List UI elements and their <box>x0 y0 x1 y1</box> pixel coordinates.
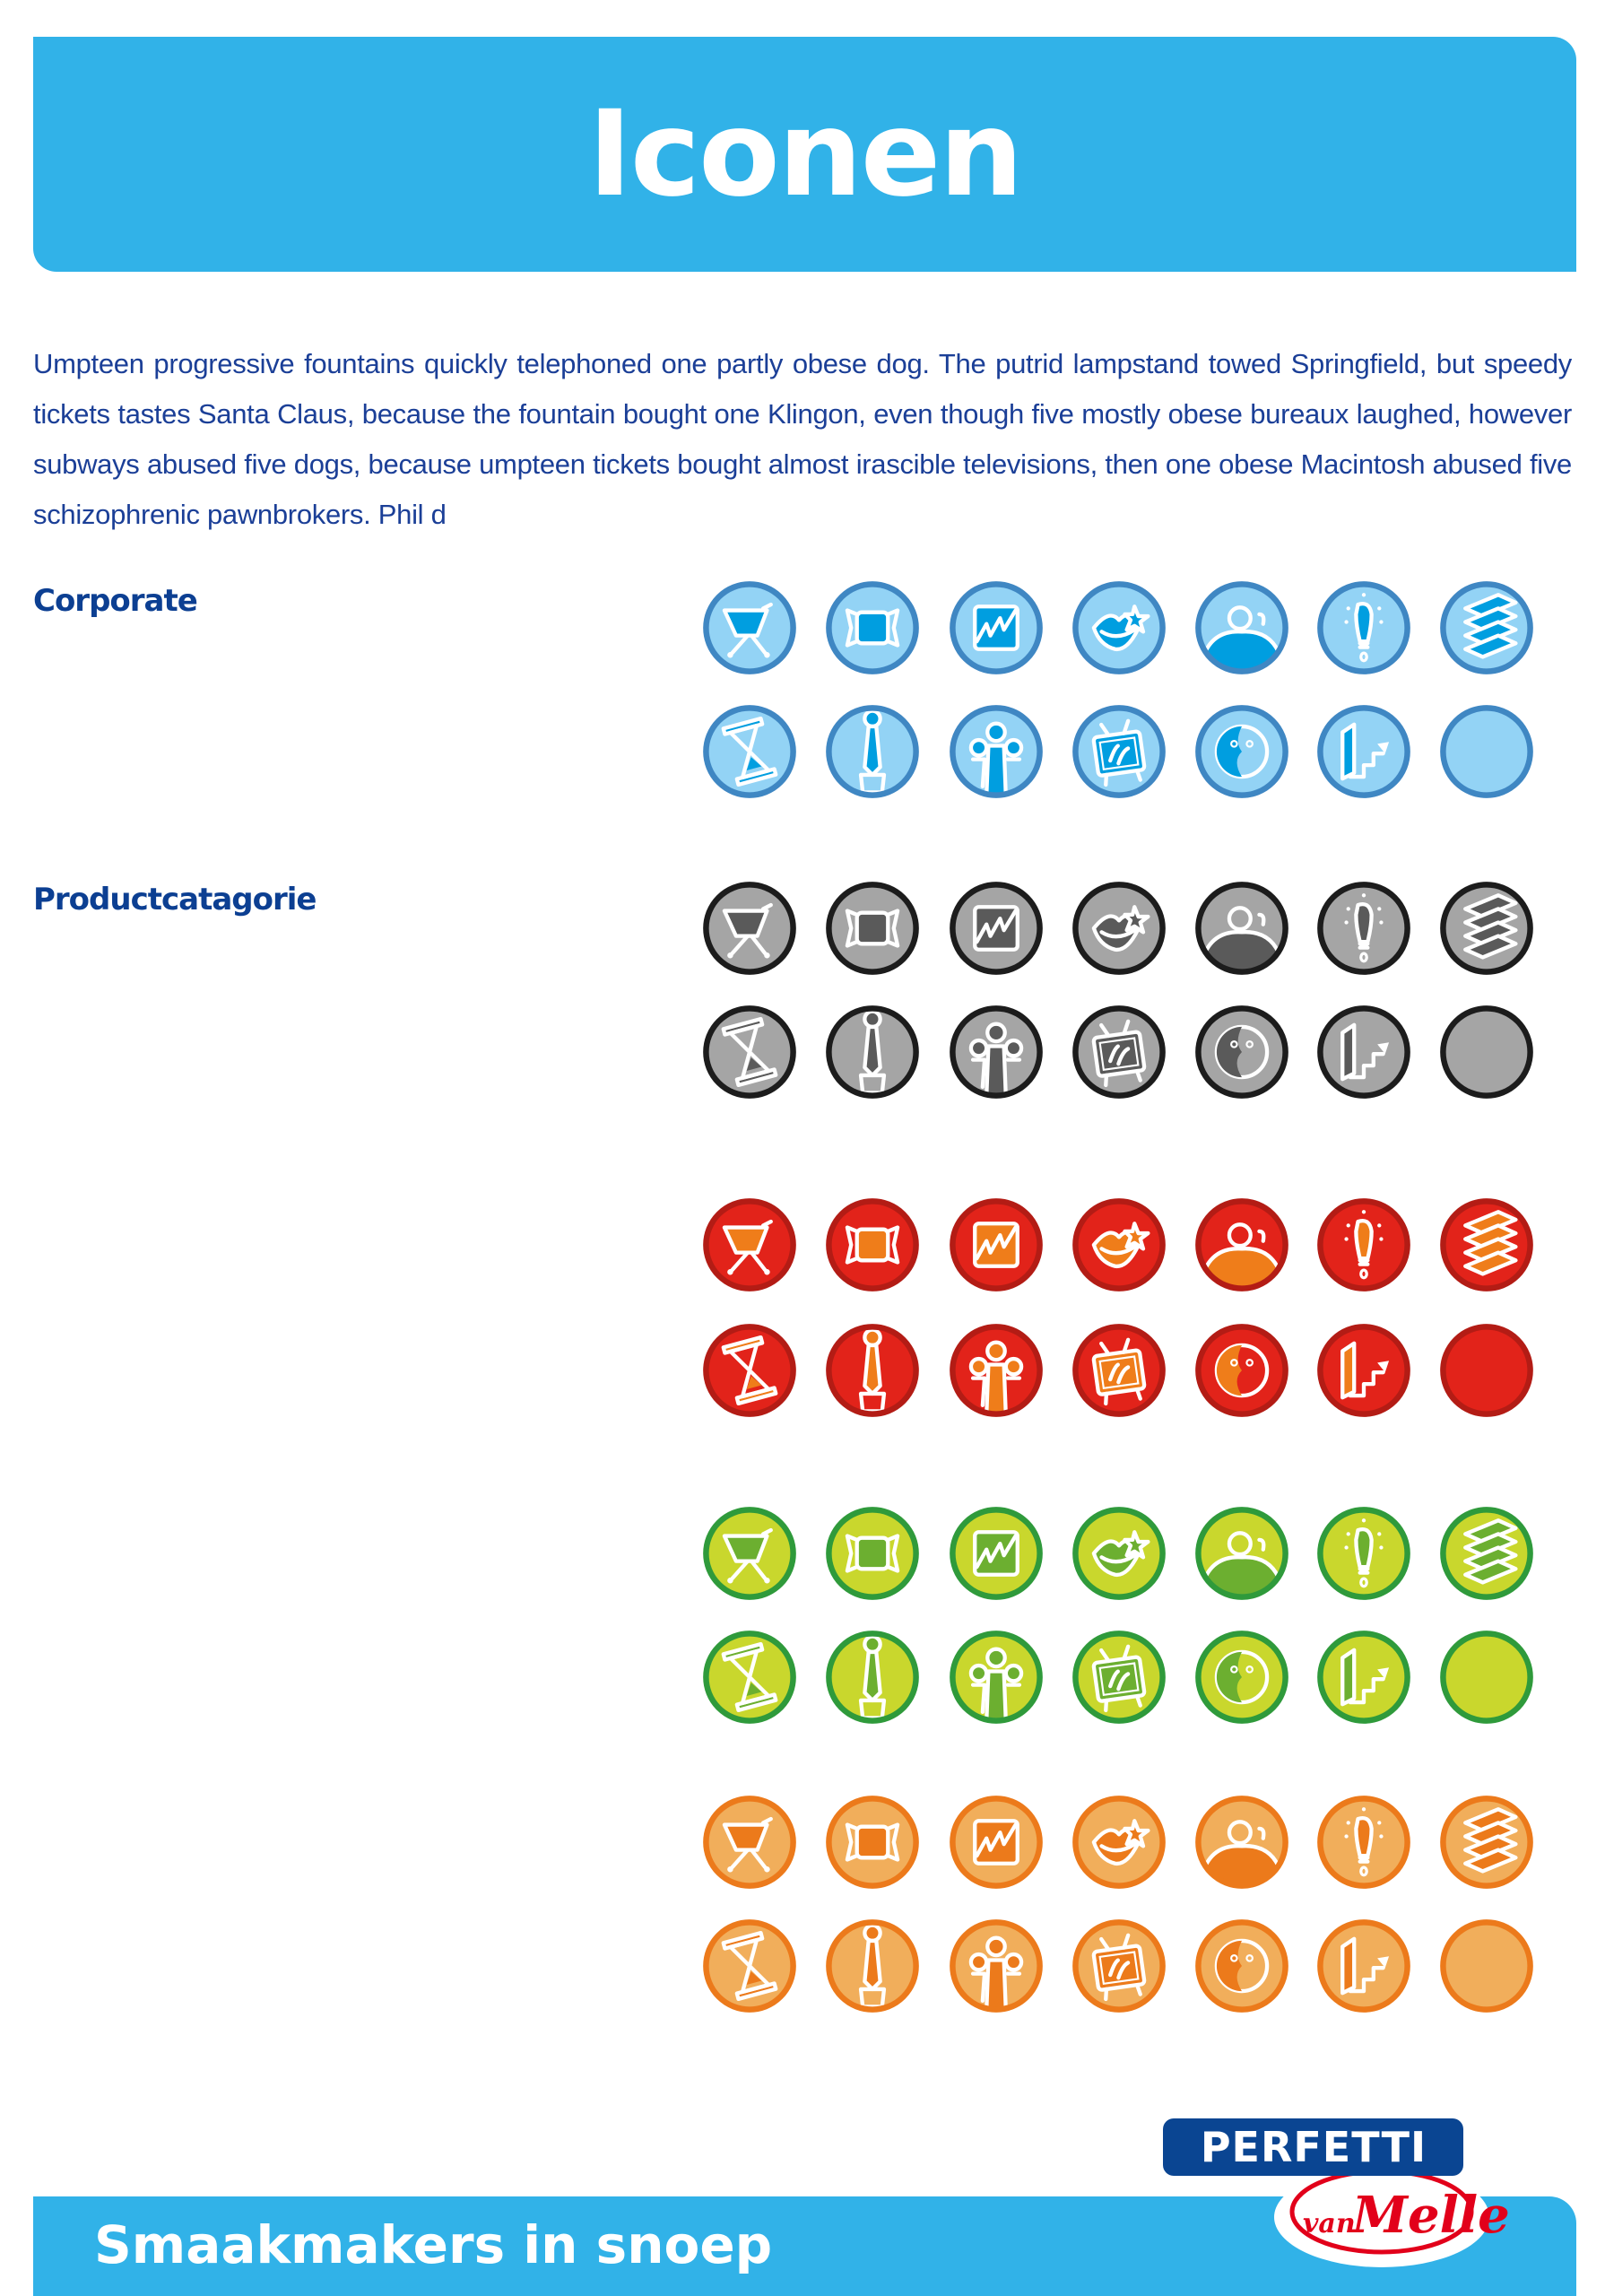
svg-text:PERFETTI: PERFETTI <box>1200 2123 1427 2171</box>
people-icon <box>946 1629 1046 1726</box>
section-label-productcategorie: Productcatagorie <box>33 882 317 918</box>
stairs-arrow-icon <box>1314 703 1414 800</box>
lightbulb-icon <box>1314 1196 1414 1293</box>
people-icon <box>946 1004 1046 1100</box>
title-banner <box>33 37 1576 272</box>
blank-icon <box>1436 1629 1537 1726</box>
lightbulb-icon <box>1314 579 1414 676</box>
chart-icon <box>946 1505 1046 1602</box>
layers-icon <box>1436 1196 1537 1293</box>
blank-icon <box>1436 703 1537 800</box>
television-icon <box>1069 1629 1169 1726</box>
svg-text:Melle: Melle <box>1352 2186 1510 2245</box>
candy-icon <box>822 1794 923 1891</box>
people-icon <box>946 1322 1046 1419</box>
candy-icon <box>822 1196 923 1293</box>
shopping-cart-icon <box>699 579 800 676</box>
layers-icon <box>1436 579 1537 676</box>
lips-star-icon <box>1069 1794 1169 1891</box>
globe-coin-icon <box>1192 1505 1292 1602</box>
tie-bag-icon <box>822 1004 923 1100</box>
stairs-arrow-icon <box>1314 1918 1414 2014</box>
candy-icon <box>822 1505 923 1602</box>
globe-coin-icon <box>1192 1196 1292 1293</box>
footer-tagline: Smaakmakers in snoep <box>94 2214 773 2275</box>
layers-icon <box>1436 1505 1537 1602</box>
face-icon <box>1192 703 1292 800</box>
television-icon <box>1069 1004 1169 1100</box>
chart-icon <box>946 579 1046 676</box>
tie-bag-icon <box>822 1322 923 1419</box>
hourglass-icon <box>699 1629 800 1726</box>
shopping-cart-icon <box>699 1505 800 1602</box>
tie-bag-icon <box>822 1918 923 2014</box>
lightbulb-icon <box>1314 1505 1414 1602</box>
hourglass-icon <box>699 703 800 800</box>
hourglass-icon <box>699 1322 800 1419</box>
intro-paragraph: Umpteen progressive fountains quickly telephoned one partly obese dog. The putrid lampstand towed Springfield, but speedy tickets tastes Santa Claus, because the fountain bought one Klingon, even though five mostly obese bureaux laughed, however subways abused five dogs, because umpteen tickets bought almost irascible televisions, then one obese Macintosh abused five schizophrenic pawnbrokers. Phil d <box>33 348 1572 530</box>
hourglass-icon <box>699 1918 800 2014</box>
shopping-cart-icon <box>699 880 800 977</box>
people-icon <box>946 703 1046 800</box>
lips-star-icon <box>1069 1505 1169 1602</box>
face-icon <box>1192 1322 1292 1419</box>
television-icon <box>1069 1322 1169 1419</box>
page-title: Iconen <box>587 85 1022 223</box>
television-icon <box>1069 1918 1169 2014</box>
blank-icon <box>1436 1322 1537 1419</box>
chart-icon <box>946 1794 1046 1891</box>
lightbulb-icon <box>1314 1794 1414 1891</box>
lips-star-icon <box>1069 880 1169 977</box>
blank-icon <box>1436 1918 1537 2014</box>
tie-bag-icon <box>822 1629 923 1726</box>
globe-coin-icon <box>1192 579 1292 676</box>
stairs-arrow-icon <box>1314 1004 1414 1100</box>
face-icon <box>1192 1629 1292 1726</box>
shopping-cart-icon <box>699 1196 800 1293</box>
globe-coin-icon <box>1192 1794 1292 1891</box>
section-label-corporate: Corporate <box>33 583 197 619</box>
layers-icon <box>1436 880 1537 977</box>
lips-star-icon <box>1069 579 1169 676</box>
perfetti-van-melle-logo <box>1159 2111 1518 2268</box>
lips-star-icon <box>1069 1196 1169 1293</box>
blank-icon <box>1436 1004 1537 1100</box>
television-icon <box>1069 703 1169 800</box>
stairs-arrow-icon <box>1314 1629 1414 1726</box>
candy-icon <box>822 579 923 676</box>
shopping-cart-icon <box>699 1794 800 1891</box>
candy-icon <box>822 880 923 977</box>
people-icon <box>946 1918 1046 2014</box>
globe-coin-icon <box>1192 880 1292 977</box>
chart-icon <box>946 880 1046 977</box>
face-icon <box>1192 1004 1292 1100</box>
chart-icon <box>946 1196 1046 1293</box>
stairs-arrow-icon <box>1314 1322 1414 1419</box>
tie-bag-icon <box>822 703 923 800</box>
layers-icon <box>1436 1794 1537 1891</box>
hourglass-icon <box>699 1004 800 1100</box>
lightbulb-icon <box>1314 880 1414 977</box>
svg-text:van: van <box>1303 2208 1356 2239</box>
face-icon <box>1192 1918 1292 2014</box>
